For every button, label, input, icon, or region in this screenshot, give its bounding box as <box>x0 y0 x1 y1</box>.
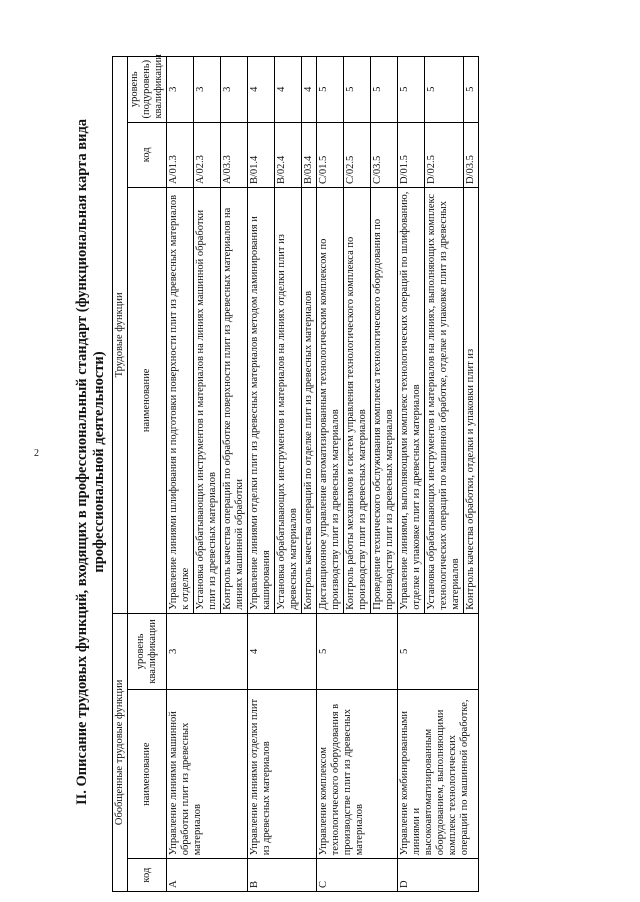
group-level: 3 <box>167 613 248 689</box>
function-level: 5 <box>464 57 479 123</box>
function-code: A/02.3 <box>194 122 221 187</box>
section-title-line1: II. Описание трудовых функций, входящих в профессиональный стандарт (функциональная карта вида <box>74 118 90 806</box>
function-name: Установка обрабатывающих инструментов и материалов на линиях машинной обработки плит из древесных материалов <box>194 188 221 614</box>
header-code: код <box>128 859 167 892</box>
function-name: Контроль качества операций по отделке плит из древесных материалов <box>302 188 317 614</box>
function-code: D/01.5 <box>398 122 425 187</box>
function-name: Проведение технического обслуживания комплекса технологического оборудования по производству плит из древесных материалов <box>371 188 398 614</box>
header-name: наименование <box>128 690 167 859</box>
group-name: Управление линиями отделки плит из древесных материалов <box>248 690 317 859</box>
function-name: Контроль качества операций по обработке поверхности плит из древесных материалов на линиях машинной обработки <box>221 188 248 614</box>
function-code: B/03.4 <box>302 122 317 187</box>
function-code: B/02.4 <box>275 122 302 187</box>
header-tf-code: код <box>128 122 167 187</box>
table-row <box>248 57 275 892</box>
function-code: A/01.3 <box>167 122 194 187</box>
group-code: D <box>398 859 479 892</box>
group-level: 5 <box>317 613 398 689</box>
section-title-line2: профессиональной деятельности) <box>91 351 107 573</box>
header-generalized-functions: Обобщенные трудовые функции <box>113 613 128 891</box>
function-code: A/03.3 <box>221 122 248 187</box>
function-code: D/03.5 <box>464 122 479 187</box>
function-code: D/02.5 <box>425 122 464 187</box>
group-level: 5 <box>398 613 479 689</box>
function-name: Контроль работы механизмов и систем управления технологического комплекса по производству плит из древесных материалов <box>344 188 371 614</box>
header-tf-name: наименование <box>128 188 167 614</box>
function-name: Управление линиями шлифования и подготовки поверхности плит из древесных материалов к отделке <box>167 188 194 614</box>
function-name: Управление линиями, выполняющими комплекс технологических операций по шлифованию, отделке и упаковке плит из древесных материалов <box>398 188 425 614</box>
function-name: Установка обрабатывающих инструментов и материалов на линиях, выполняющих комплекс технологических операций по машинной обработке, отделке и упаковке плит из древесных материалов <box>425 188 464 614</box>
page-number: 2 <box>34 448 39 459</box>
group-code: C <box>317 859 398 892</box>
function-level: 5 <box>371 57 398 123</box>
function-level: 5 <box>398 57 425 123</box>
group-level: 4 <box>248 613 317 689</box>
function-level: 4 <box>302 57 317 123</box>
function-level: 4 <box>248 57 275 123</box>
function-name: Установка обрабатывающих инструментов и материалов на линиях отделки плит из древесных материалов <box>275 188 302 614</box>
header-level: уровень квалификации <box>128 613 167 689</box>
group-name: Управление комбинированными линиями и высокоавтоматизированным оборудованием, выполняющими комплекс технологических операций по машинной обработке, <box>398 690 479 859</box>
table-row <box>398 57 425 892</box>
group-code: A <box>167 859 248 892</box>
function-name: Управление линиями отделки плит из древесных материалов методом ламинирования и каширования <box>248 188 275 614</box>
function-name: Контроль качества обработки, отделки и упаковки плит из <box>464 188 479 614</box>
group-name: Управление линиями машинной обработки плит из древесных материалов <box>167 690 248 859</box>
table-row <box>167 57 194 892</box>
group-code: B <box>248 859 317 892</box>
function-code: B/01.4 <box>248 122 275 187</box>
header-tf-level: уровень (подуровень) квалификации <box>128 57 167 123</box>
function-code: C/03.5 <box>371 122 398 187</box>
function-level: 4 <box>275 57 302 123</box>
function-level: 5 <box>344 57 371 123</box>
function-level: 3 <box>194 57 221 123</box>
function-level: 5 <box>425 57 464 123</box>
function-code: C/02.5 <box>344 122 371 187</box>
header-labor-functions: Трудовые функции <box>113 57 128 614</box>
table-row <box>317 57 344 892</box>
function-code: C/01.5 <box>317 122 344 187</box>
function-level: 3 <box>167 57 194 123</box>
function-level: 5 <box>317 57 344 123</box>
labor-functions-table <box>112 56 479 892</box>
group-name: Управление комплексом технологического оборудования в производстве плит из древесных материалов <box>317 690 398 859</box>
function-name: Дистанционное управление автоматизированным технологическим комплексом по производству плит из древесных материалов <box>317 188 344 614</box>
function-level: 3 <box>221 57 248 123</box>
section-title <box>74 42 108 882</box>
